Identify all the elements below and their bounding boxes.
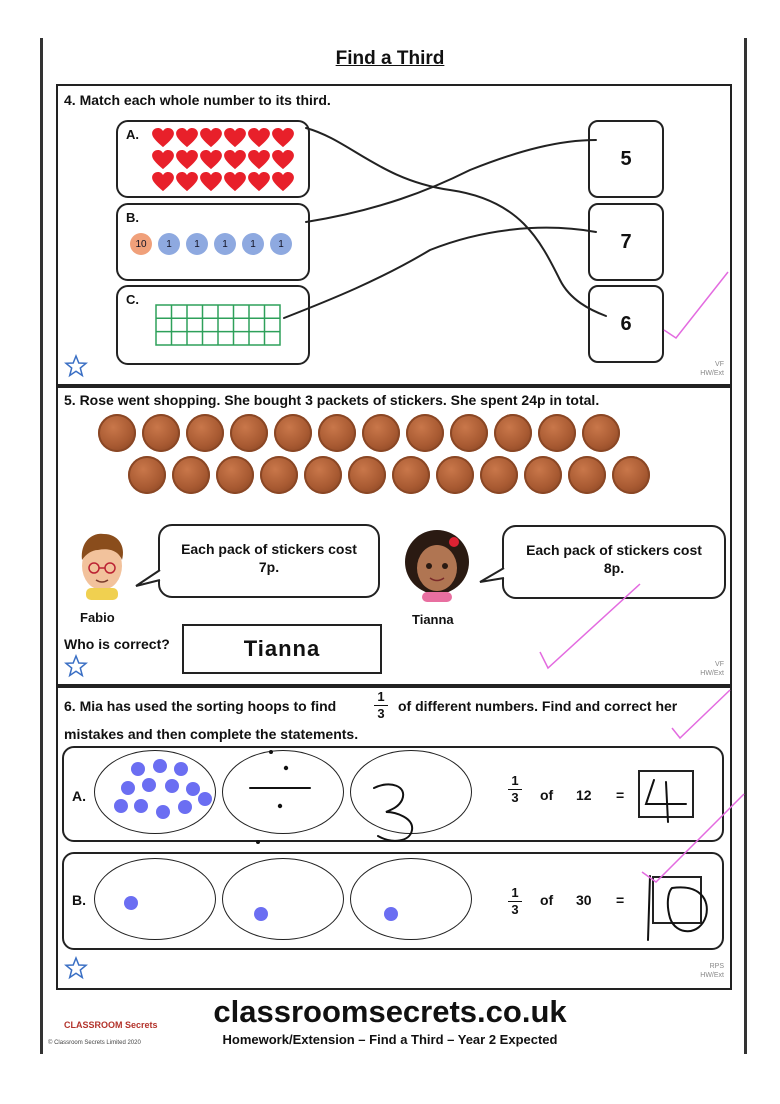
row-a-equals: =	[616, 787, 625, 803]
row-b-equals: =	[616, 892, 625, 908]
coin-icon	[524, 456, 562, 494]
counter-dot	[254, 907, 268, 921]
counter-dot	[186, 782, 200, 796]
tianna-speech-line2: 8p.	[603, 560, 625, 576]
coin-icon	[568, 456, 606, 494]
star-icon	[64, 354, 88, 378]
who-correct-label: Who is correct?	[64, 636, 170, 652]
coin-icon	[392, 456, 430, 494]
answer-input[interactable]: Tianna	[182, 624, 382, 674]
sorting-hoop[interactable]	[350, 750, 472, 834]
bead-one: 1	[158, 233, 180, 255]
question-code: VF HW/Ext	[700, 661, 724, 677]
footer-website[interactable]: classroomsecrets.co.uk	[213, 994, 567, 1029]
question-6-text-part1: 6. Mia has used the sorting hoops to find	[64, 698, 337, 714]
card-c-letter: C.	[126, 292, 139, 307]
row-b-fraction: 1 3	[508, 886, 522, 917]
question-code: VF HW/Ext	[700, 361, 724, 377]
footer-subtitle: Homework/Extension – Find a Third – Year 2 Expected	[222, 1032, 558, 1047]
row-a-of: of	[540, 787, 554, 803]
coin-icon	[318, 414, 356, 452]
coin-icon	[362, 414, 400, 452]
question-fraction: 1 3	[374, 690, 388, 721]
counter-dot	[384, 907, 398, 921]
counter-dot	[142, 778, 156, 792]
counter-dot	[134, 799, 148, 813]
coin-icon	[612, 456, 650, 494]
coin-icon	[216, 456, 254, 494]
coin-icon	[304, 456, 342, 494]
fabio-speech-line1: Each pack of stickers cost	[181, 541, 357, 557]
row-b-letter: B.	[72, 892, 86, 908]
sorting-hoop[interactable]	[222, 750, 344, 834]
counter-dot	[198, 792, 212, 806]
counter-dot	[178, 800, 192, 814]
coin-icon	[406, 414, 444, 452]
sorting-hoop[interactable]	[94, 858, 216, 940]
bead-one: 1	[270, 233, 292, 255]
bead-one: 1	[186, 233, 208, 255]
row-a-letter: A.	[72, 788, 86, 804]
counter-dot	[124, 896, 138, 910]
coin-icon	[274, 414, 312, 452]
fabio-speech-bubble	[158, 524, 380, 598]
fabio-name: Fabio	[80, 610, 115, 625]
counter-dot	[121, 781, 135, 795]
bubble-tail	[134, 568, 164, 588]
question-6-text-line2: mistakes and then complete the statements.	[64, 726, 359, 742]
tianna-avatar	[402, 528, 472, 602]
coin-icon	[450, 414, 488, 452]
number-box-7[interactable]: 7	[588, 203, 664, 281]
coin-icon	[172, 456, 210, 494]
tianna-speech-bubble	[502, 525, 726, 599]
card-b-letter: B.	[126, 210, 139, 225]
counter-dot	[114, 799, 128, 813]
tick-mark	[664, 272, 728, 338]
bubble-tail	[478, 566, 508, 586]
coin-icon	[128, 456, 166, 494]
question-4-text: 4. Match each whole number to its third.	[64, 92, 331, 108]
classroom-secrets-logo: CLASSROOM Secrets	[64, 1020, 158, 1030]
number-box-6[interactable]: 6	[588, 285, 664, 363]
star-icon	[64, 956, 88, 980]
counter-dot	[156, 805, 170, 819]
row-a-number: 12	[576, 787, 592, 803]
coin-icon	[538, 414, 576, 452]
coin-icon	[494, 414, 532, 452]
bead-one: 1	[214, 233, 236, 255]
coin-icon	[582, 414, 620, 452]
question-code: RPS HW/Ext	[700, 963, 724, 979]
counter-dot	[165, 779, 179, 793]
question-5-text: 5. Rose went shopping. She bought 3 packets of stickers. She spent 24p in total.	[64, 392, 600, 408]
row-a-fraction: 1 3	[508, 774, 522, 805]
copyright-text: © Classroom Secrets Limited 2020	[48, 1040, 141, 1046]
sorting-hoop[interactable]	[350, 858, 472, 940]
star-icon	[64, 654, 88, 678]
row-b-number: 30	[576, 892, 592, 908]
row-a-answer-box[interactable]	[638, 770, 694, 818]
fabio-speech-line2: 7p.	[258, 559, 280, 575]
coin-icon	[142, 414, 180, 452]
counter-dot	[174, 762, 188, 776]
coin-icon	[260, 456, 298, 494]
number-box-5[interactable]: 5	[588, 120, 664, 198]
row-b-of: of	[540, 892, 554, 908]
question-6-text-part2: of different numbers. Find and correct her	[398, 698, 678, 714]
coin-icon	[348, 456, 386, 494]
worksheet-title: Find a Third	[335, 48, 445, 69]
coin-icon	[98, 414, 136, 452]
coin-icon	[186, 414, 224, 452]
coin-icon	[436, 456, 474, 494]
bead-one: 1	[242, 233, 264, 255]
sorting-hoop[interactable]	[222, 858, 344, 940]
bead-ten: 10	[130, 233, 152, 255]
coin-icon	[230, 414, 268, 452]
coin-icon	[480, 456, 518, 494]
counter-dot	[131, 762, 145, 776]
counter-dot	[153, 759, 167, 773]
tianna-name: Tianna	[412, 612, 454, 627]
fabio-avatar	[72, 526, 132, 600]
row-b-answer-box[interactable]	[652, 876, 702, 924]
card-a-letter: A.	[126, 127, 139, 142]
matching-lines	[0, 0, 780, 400]
tianna-speech-line1: Each pack of stickers cost	[526, 542, 702, 558]
